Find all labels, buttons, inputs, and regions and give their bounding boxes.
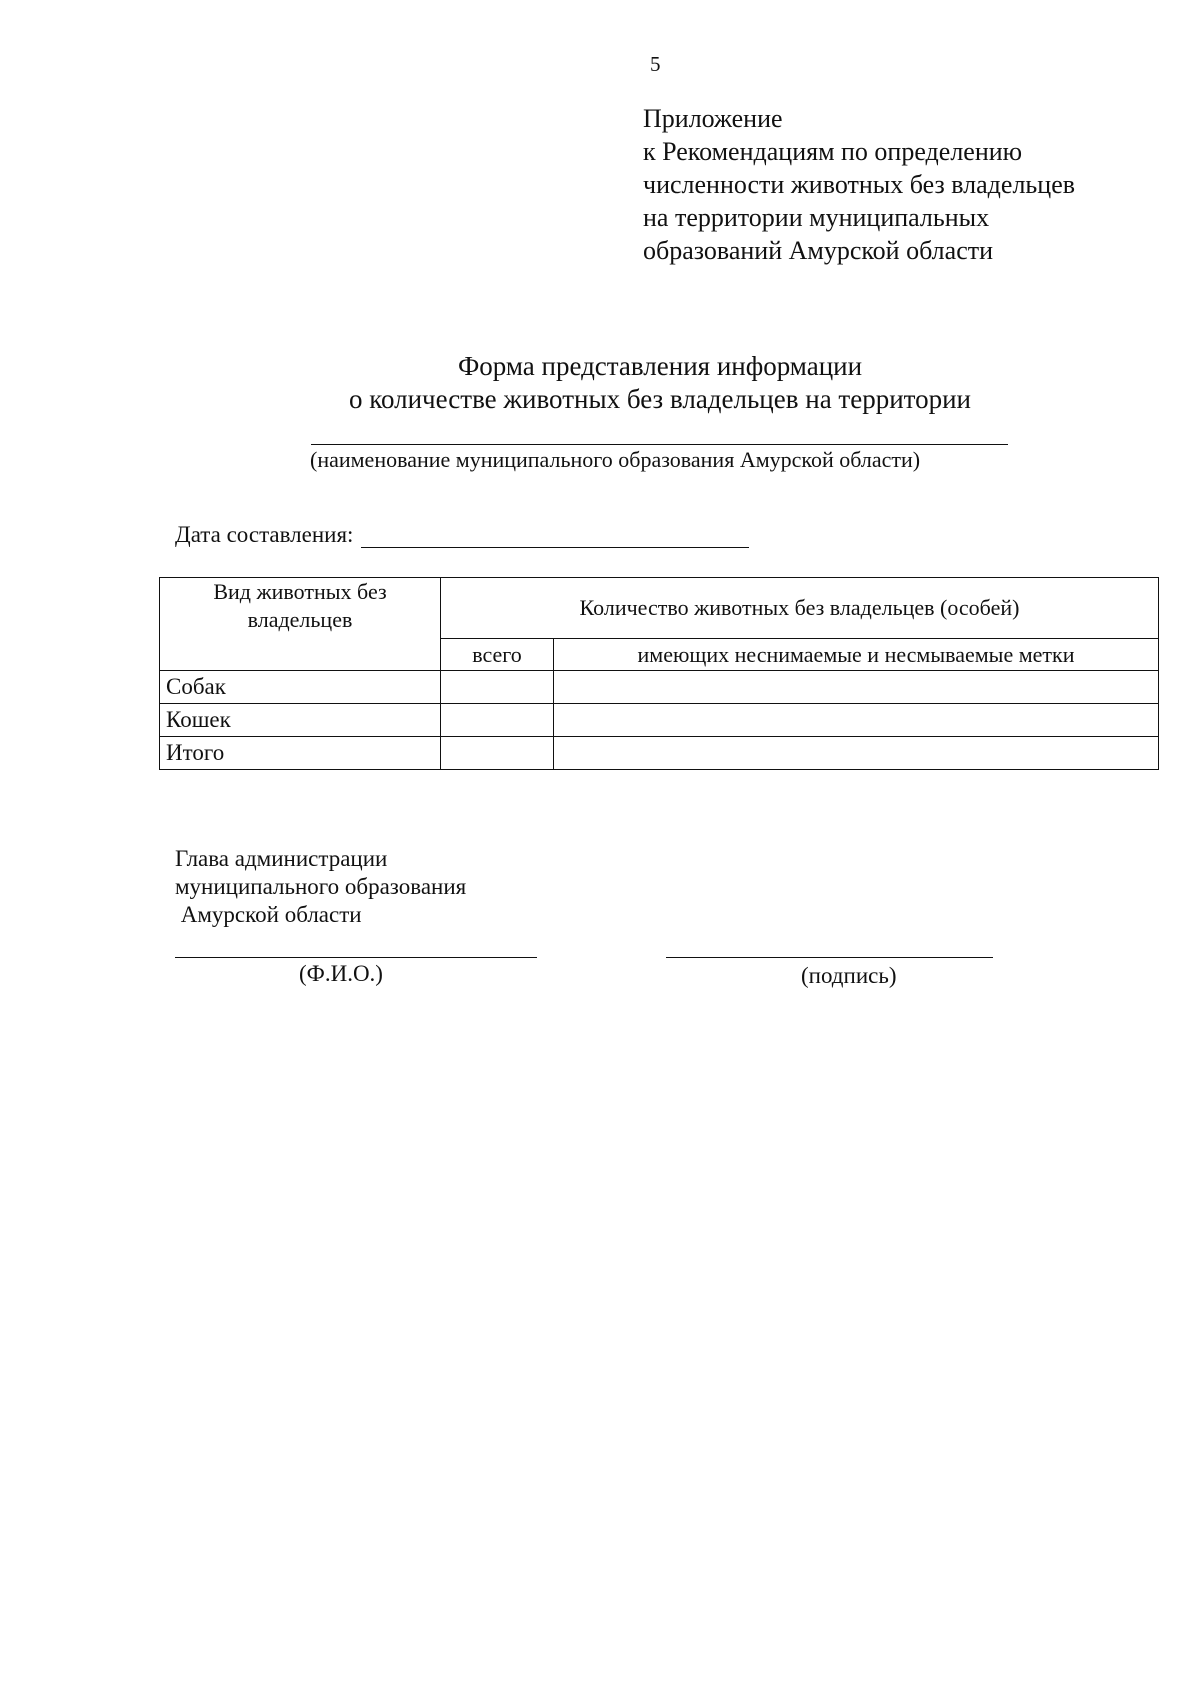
municipality-name-line[interactable]	[311, 444, 1008, 445]
cell-cats-total[interactable]	[441, 704, 554, 737]
row-label-dogs: Собак	[160, 671, 441, 704]
table-row	[160, 704, 1159, 737]
table-row	[160, 737, 1159, 770]
appendix-line: численности животных без владельцев	[643, 170, 1076, 199]
fio-field-line[interactable]	[175, 957, 537, 958]
cell-sum-marked[interactable]	[554, 737, 1159, 770]
header-animal-type: Вид животных без владельцев	[160, 578, 441, 671]
date-field[interactable]	[361, 523, 749, 548]
page-number: 5	[650, 52, 661, 76]
cell-dogs-total[interactable]	[441, 671, 554, 704]
appendix-line: к Рекомендациям по определению	[643, 137, 1023, 166]
fio-caption: (Ф.И.О.)	[299, 961, 383, 986]
row-label-cats: Кошек	[160, 704, 441, 737]
signature-field-line[interactable]	[666, 957, 993, 958]
header-animal-count: Количество животных без владельцев (особей)	[441, 578, 1159, 639]
form-title-line: Форма представления информации	[457, 351, 863, 381]
signatory-line: муниципального образования	[175, 874, 467, 899]
cell-cats-marked[interactable]	[554, 704, 1159, 737]
signature-caption: (подпись)	[801, 963, 897, 988]
municipality-caption: (наименование муниципального образования Амурской области)	[310, 447, 921, 472]
appendix-line: на территории муниципальных	[643, 203, 990, 232]
appendix-header	[643, 102, 1075, 267]
form-title-line: о количестве животных без владельцев на территории	[348, 384, 971, 414]
date-row	[175, 522, 749, 548]
animal-count-table	[159, 577, 1159, 770]
table-header-row	[160, 578, 1159, 639]
appendix-line: образований Амурской области	[643, 236, 994, 265]
row-label-total: Итого	[160, 737, 441, 770]
date-label: Дата составления:	[175, 522, 354, 547]
signatory-line: Глава администрации	[175, 846, 388, 871]
table-row	[160, 671, 1159, 704]
header-total: всего	[441, 639, 554, 671]
header-marked: имеющих неснимаемые и несмываемые метки	[554, 639, 1159, 671]
form-title	[200, 350, 1120, 416]
signatory-line: Амурской области	[175, 902, 362, 927]
appendix-line: Приложение	[643, 104, 783, 133]
cell-sum-total[interactable]	[441, 737, 554, 770]
cell-dogs-marked[interactable]	[554, 671, 1159, 704]
signatory-title	[175, 845, 466, 929]
